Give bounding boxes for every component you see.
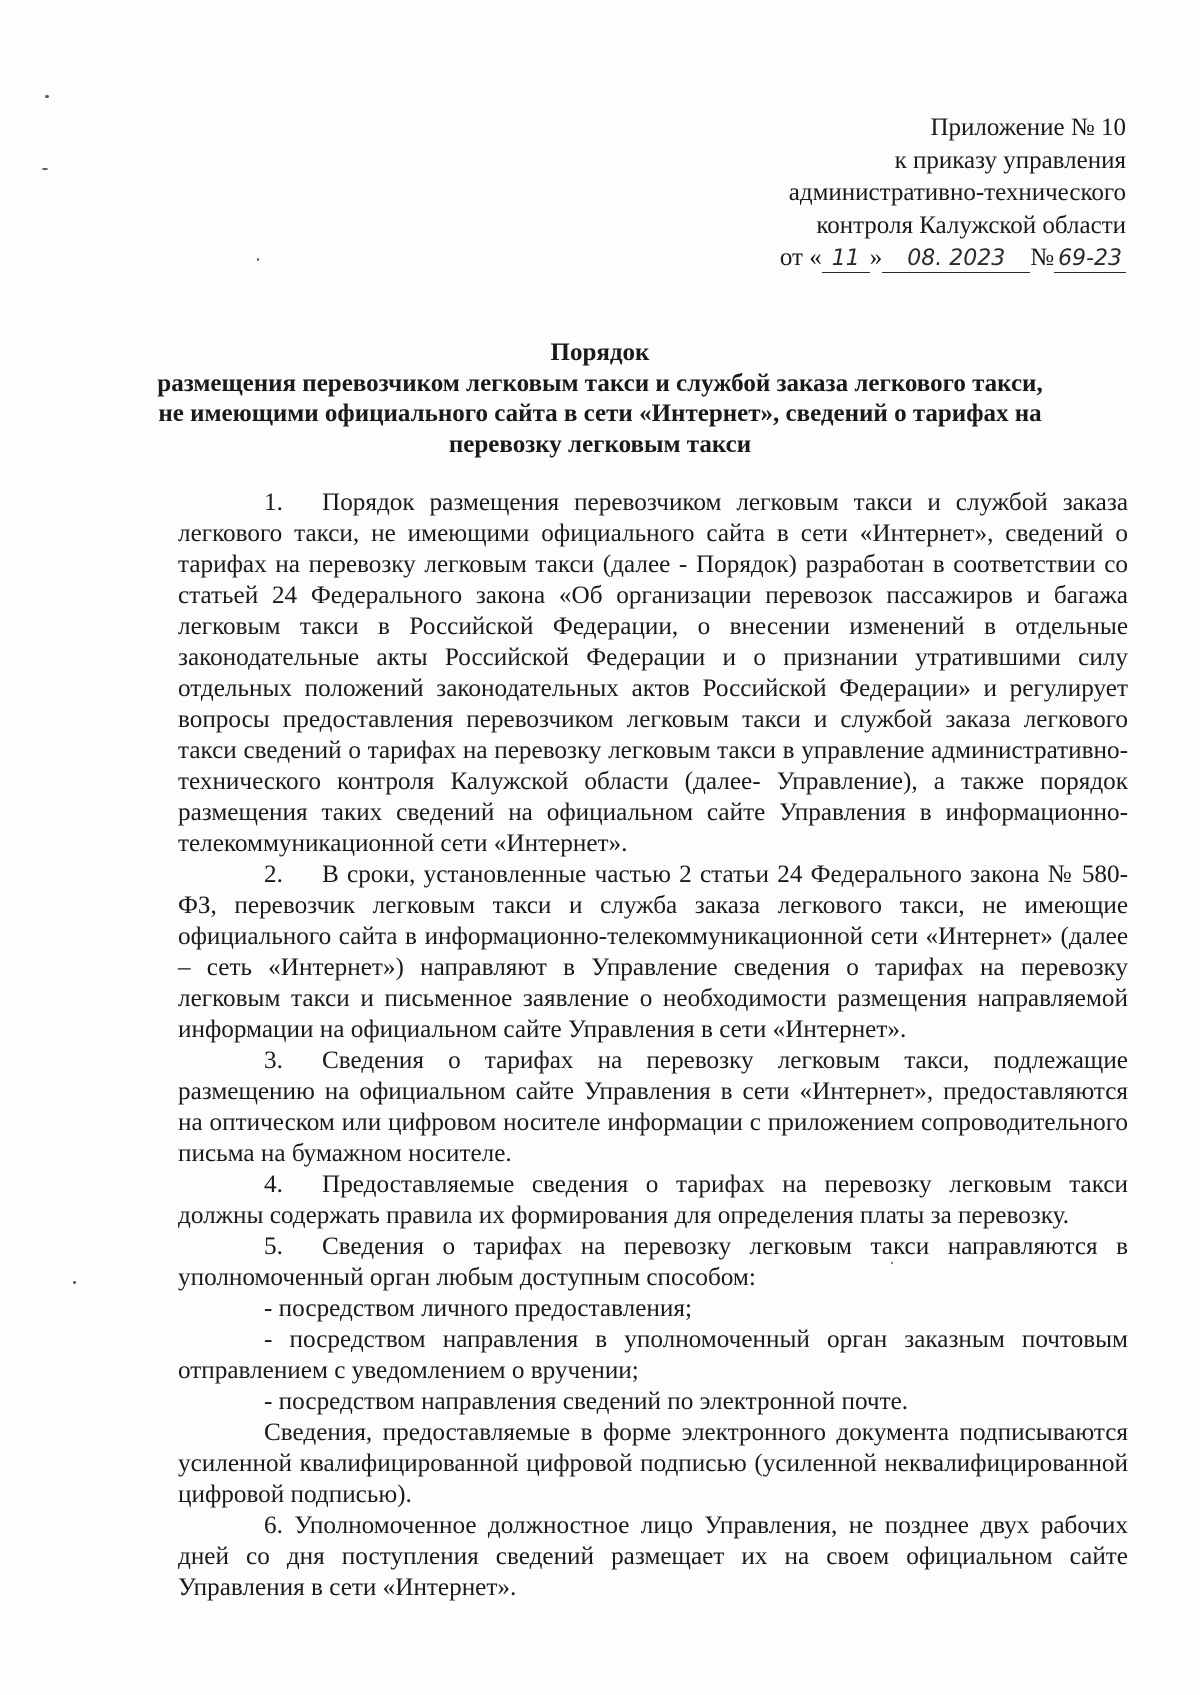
paragraph-5 (178, 1231, 1128, 1293)
attachment-number: Приложение № 10 (930, 114, 1126, 141)
paragraph-2 (178, 859, 1128, 1045)
paragraph-number: 1. (264, 489, 283, 516)
scan-speck (73, 1281, 76, 1284)
list-item: - посредством направления сведений по электронной почте. (264, 1388, 909, 1415)
title-line-3: не имеющими официального сайта в сети «Интернет», сведений о тарифах на (158, 400, 1042, 427)
scan-speck (257, 258, 259, 261)
paragraph-number: 4. (264, 1171, 283, 1198)
attachment-department: административно-технического (788, 179, 1126, 206)
handwritten-order-number: 69-23 (1054, 246, 1126, 273)
title-line-2: размещения перевозчиком легковым такси и службой заказа легкового такси, (157, 369, 1043, 397)
attachment-region: контроля Калужской области (816, 211, 1126, 239)
paragraph-text: Сведения о тарифах на перевозку легковым такси, подлежащие размещению на официальном сайте Управления в сети «Интернет», предоставляются на оптическом или цифровом носителе информации с приложением сопроводительного письма на бумажном носителе. (178, 1047, 1128, 1167)
paragraph-3 (178, 1045, 1128, 1169)
document-body (178, 487, 1128, 1603)
paragraph-number: 2. (264, 861, 283, 888)
paragraph-4 (178, 1169, 1128, 1231)
number-prefix: № (1030, 244, 1055, 271)
handwritten-month-year: 08. 2023 (882, 246, 1030, 273)
scan-speck (45, 95, 49, 98)
list-item: - посредством личного предоставления; (264, 1295, 692, 1322)
scan-speck (42, 168, 48, 170)
attachment-header (780, 112, 1126, 275)
paragraph-text: Сведения о тарифах на перевозку легковым такси направляются в уполномоченный орган любым доступным способом: (178, 1233, 1128, 1291)
title-line-4: перевозку легковым такси (448, 430, 752, 458)
title-line-1: Порядок (550, 339, 650, 366)
paragraph-text: Порядок размещения перевозчиком легковым такси и службой заказа легкового такси, не имеющими официального сайта в сети «Интернет», сведений о тарифах на перевозку легковым такси (далее - Порядок) разработан в соответствии со статьей 24 Федерального закона «Об организации перевозок пассажиров и багажа легковым такси в Российской Федерации, о внесении изменений в отдельные законодательные акты Российской Федерации и о признании утратившими силу отдельных положений законодательных актов Российской Федерации» и регулирует вопросы предоставления перевозчиком легковым такси и службой заказа легкового такси сведений о тарифах на перевозку легковым такси в управление административно-технического контроля Калужской области (далее- Управление), а также порядок размещения таких сведений на официальном сайте Управления в информационно-телекоммуникационной сети «Интернет». (178, 489, 1128, 857)
paragraph-number: 3. (264, 1047, 283, 1074)
paragraph-text: Предоставляемые сведения о тарифах на перевозку легковым такси должны содержать правила их формирования для определения платы за перевозку. (178, 1171, 1128, 1229)
attachment-date-line (780, 242, 1126, 275)
paragraph-text: В сроки, установленные частью 2 статьи 24 Федерального закона № 580-ФЗ, перевозчик легковым такси и служба заказа легкового такси, не имеющие официального сайта в информационно-телекоммуникационной сети «Интернет» (далее – сеть «Интернет») направляют в Управление сведения о тарифах на перевозку легковым такси и письменное заявление о необходимости размещения направляемой информации на официальном сайте Управления в сети «Интернет». (178, 861, 1128, 1043)
paragraph-5-note: Сведения, предоставляемые в форме электронного документа подписываются усиленной квалифицированной цифровой подписью (усиленной неквалифицированной цифровой подписью). (178, 1419, 1128, 1508)
document-title (100, 338, 1100, 460)
date-mid: » (869, 244, 883, 271)
handwritten-day: 11 (822, 246, 870, 273)
attachment-order-ref: к приказу управления (894, 146, 1126, 174)
date-prefix: от « (779, 244, 822, 271)
list-item: - посредством направления в уполномоченный орган заказным почтовым отправлением с уведомлением о вручении; (178, 1326, 1128, 1384)
paragraph-1 (178, 487, 1128, 859)
paragraph-6: 6. Уполномоченное должностное лицо Управления, не позднее двух рабочих дней со дня поступления сведений размещает их на своем официальном сайте Управления в сети «Интернет». (178, 1512, 1128, 1601)
paragraph-number: 5. (264, 1233, 283, 1260)
